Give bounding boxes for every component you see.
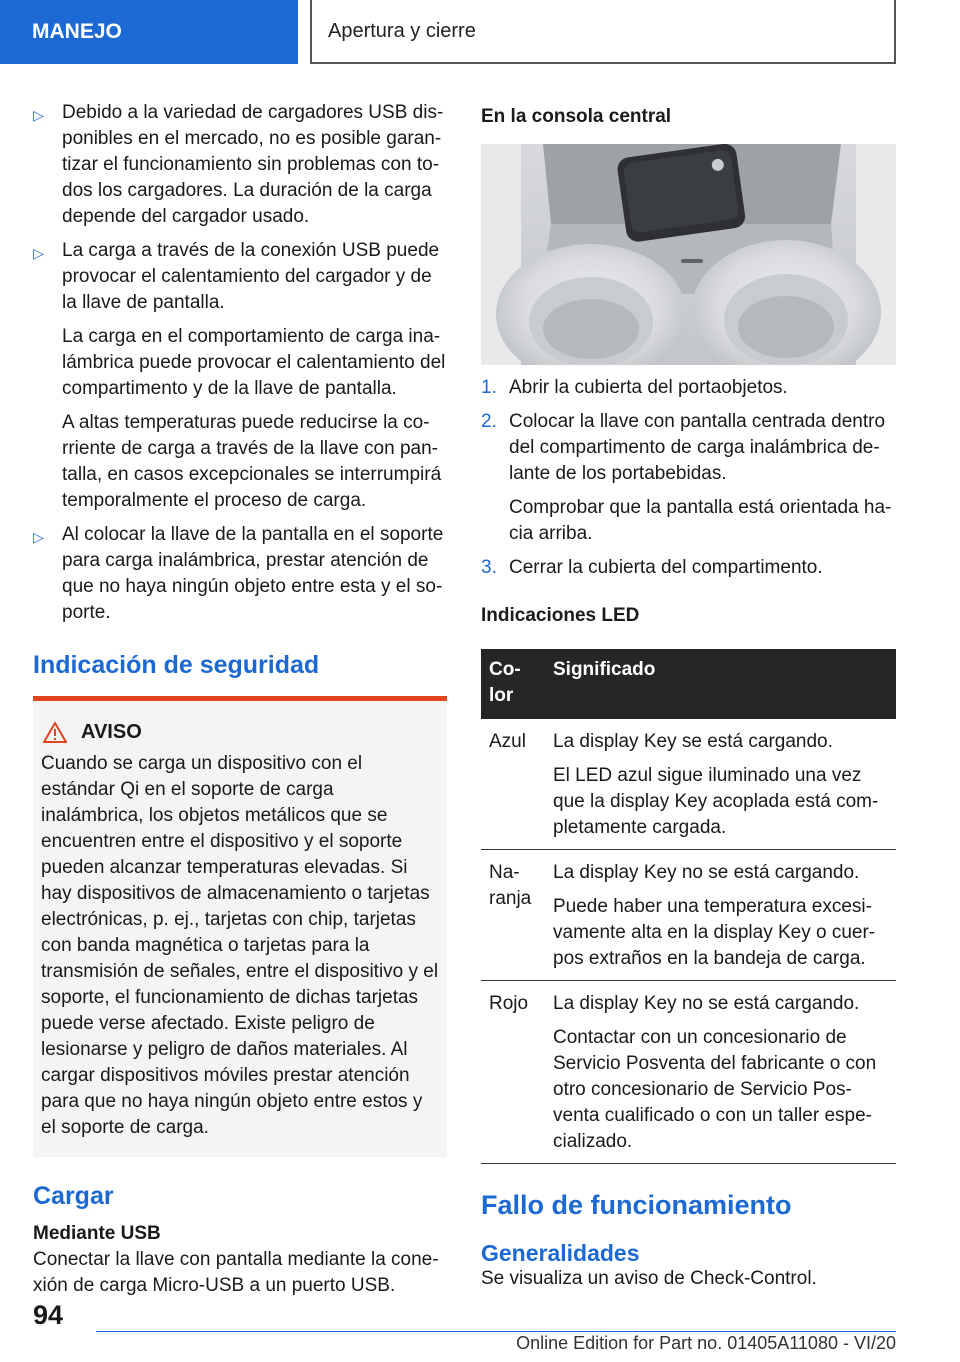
bullet-text: Debido a la variedad de cargadores USB disponibles en el mercado, no es posible garantizar el funcionamiento sin problemas con todos los cargadores. La duración de la carga depende del cargador usado. [62,102,444,227]
bullet-text: La carga a través de la conexión USB puede provocar el calentamiento del cargador y de la llave de pantalla. [62,240,440,313]
malfunction-title: Fallo de funcionamiento [481,1190,792,1220]
list-item [481,409,896,547]
step-text: Comprobar que la pantalla está orientada hacia arriba. [509,497,892,544]
page-header [0,0,960,66]
step-text: Cerrar la cubierta del compartimento. [509,557,823,578]
safety-title: Indicación de seguridad [33,651,320,679]
center-console-photo [481,144,896,365]
chapter-label: MANEJO [0,0,298,64]
table-cell-meaning [545,981,896,1164]
triangle-bullet-icon: ▷ [33,529,44,545]
meaning-text: La display Key no se está cargando. [553,993,860,1014]
table-header-color: Color [481,649,545,719]
triangle-bullet-icon: ▷ [33,245,44,261]
bullet-item [33,238,447,514]
step-number: 2. [481,411,497,432]
usb-text: Conectar la llave con pantalla mediante la conexión de carga Micro-USB a un puerto USB. [33,1249,439,1296]
bullet-text: La carga en el comportamiento de carga inalámbrica puede provocar el calentamiento del compartimento y de la llave de pantalla. [62,326,446,399]
table-row [481,719,896,850]
table-cell-color: Naranja [481,850,545,981]
table-cell-color: Rojo [481,981,545,1164]
step-number: 3. [481,557,497,578]
bullet-text: A altas temperaturas puede reducirse la corriente de carga a través de la llave con pantalla, en casos excepcionales se interrumpirá temporalmente el proceso de carga. [62,412,442,511]
steps-list [481,375,896,581]
triangle-bullet-icon: ▷ [33,107,44,123]
general-text: Se visualiza un aviso de Check-Control. [481,1268,817,1289]
warning-label: AVISO [81,721,142,743]
meaning-text: La display Key se está cargando. [553,731,833,752]
usb-heading: Mediante USB [33,1223,161,1244]
warning-header [41,719,439,745]
charge-title: Cargar [33,1182,114,1210]
step-text: Colocar la llave con pantalla centrada dentro del compartimento de carga inalámbrica delante de los portabebidas. [509,411,886,484]
console-heading: En la consola central [481,106,672,127]
table-row [481,850,896,981]
table-cell-meaning [545,850,896,981]
list-item [481,375,896,401]
table-row [481,981,896,1164]
meaning-text: Contactar con un concesionario de Servicio Posventa del fabricante o con otro concesionario de Servicio Posventa cualificado o con un taller especializado. [553,1027,877,1152]
meaning-text: La display Key no se está cargando. [553,862,860,883]
right-column [481,100,896,1292]
table-header-meaning: Significado [545,649,896,719]
footer-divider [96,1331,896,1332]
table-cell-meaning [545,719,896,850]
warning-box [33,696,447,1157]
led-table [481,649,896,1164]
step-text: Abrir la cubierta del portaobjetos. [509,377,788,398]
warning-triangle-icon [43,722,67,743]
led-heading: Indicaciones LED [481,605,640,626]
meaning-text: Puede haber una temperatura excesivamente alta en la display Key o cuerpos extraños en la bandeja de carga. [553,896,876,969]
warning-text: Cuando se carga un dispositivo con el estándar Qi en el soporte de carga inalámbrica, los objetos metálicos que se encuentren entre el dispositivo y el soporte pueden alcanzar temperaturas elevadas. Si hay dispositivos de almacenamiento o tarjetas electrónicas, p. ej., tarjetas con chip, tarjetas con banda magnética o tarjetas para la transmisión de señales, entre el dispositivo y el soporte, el funcionamiento de dichas tarjetas puede verse afectado. Existe peligro de lesionarse y peligro de daños materiales. Al cargar dispositivos móviles prestar atención para que no haya ningún objeto entre estos y el soporte de carga. [41,753,439,1138]
list-item [481,555,896,581]
page-number: 94 [33,1300,64,1330]
step-number: 1. [481,377,497,398]
bullet-text: Al colocar la llave de la pantalla en el soporte para carga inalámbrica, prestar atención de que no haya ningún objeto entre esta y el soporte. [62,524,444,623]
general-title: Generalidades [481,1240,640,1266]
table-header-row [481,649,896,719]
table-cell-color: Azul [481,719,545,850]
left-column [33,100,447,1299]
meaning-text: El LED azul sigue iluminado una vez que la display Key acoplada está completamente cargada. [553,765,879,838]
footer-edition: Online Edition for Part no. 01405A11080 - VI/20 [516,1333,896,1353]
section-label: Apertura y cierre [310,0,896,64]
bullet-item [33,522,447,626]
bullet-item [33,100,447,230]
